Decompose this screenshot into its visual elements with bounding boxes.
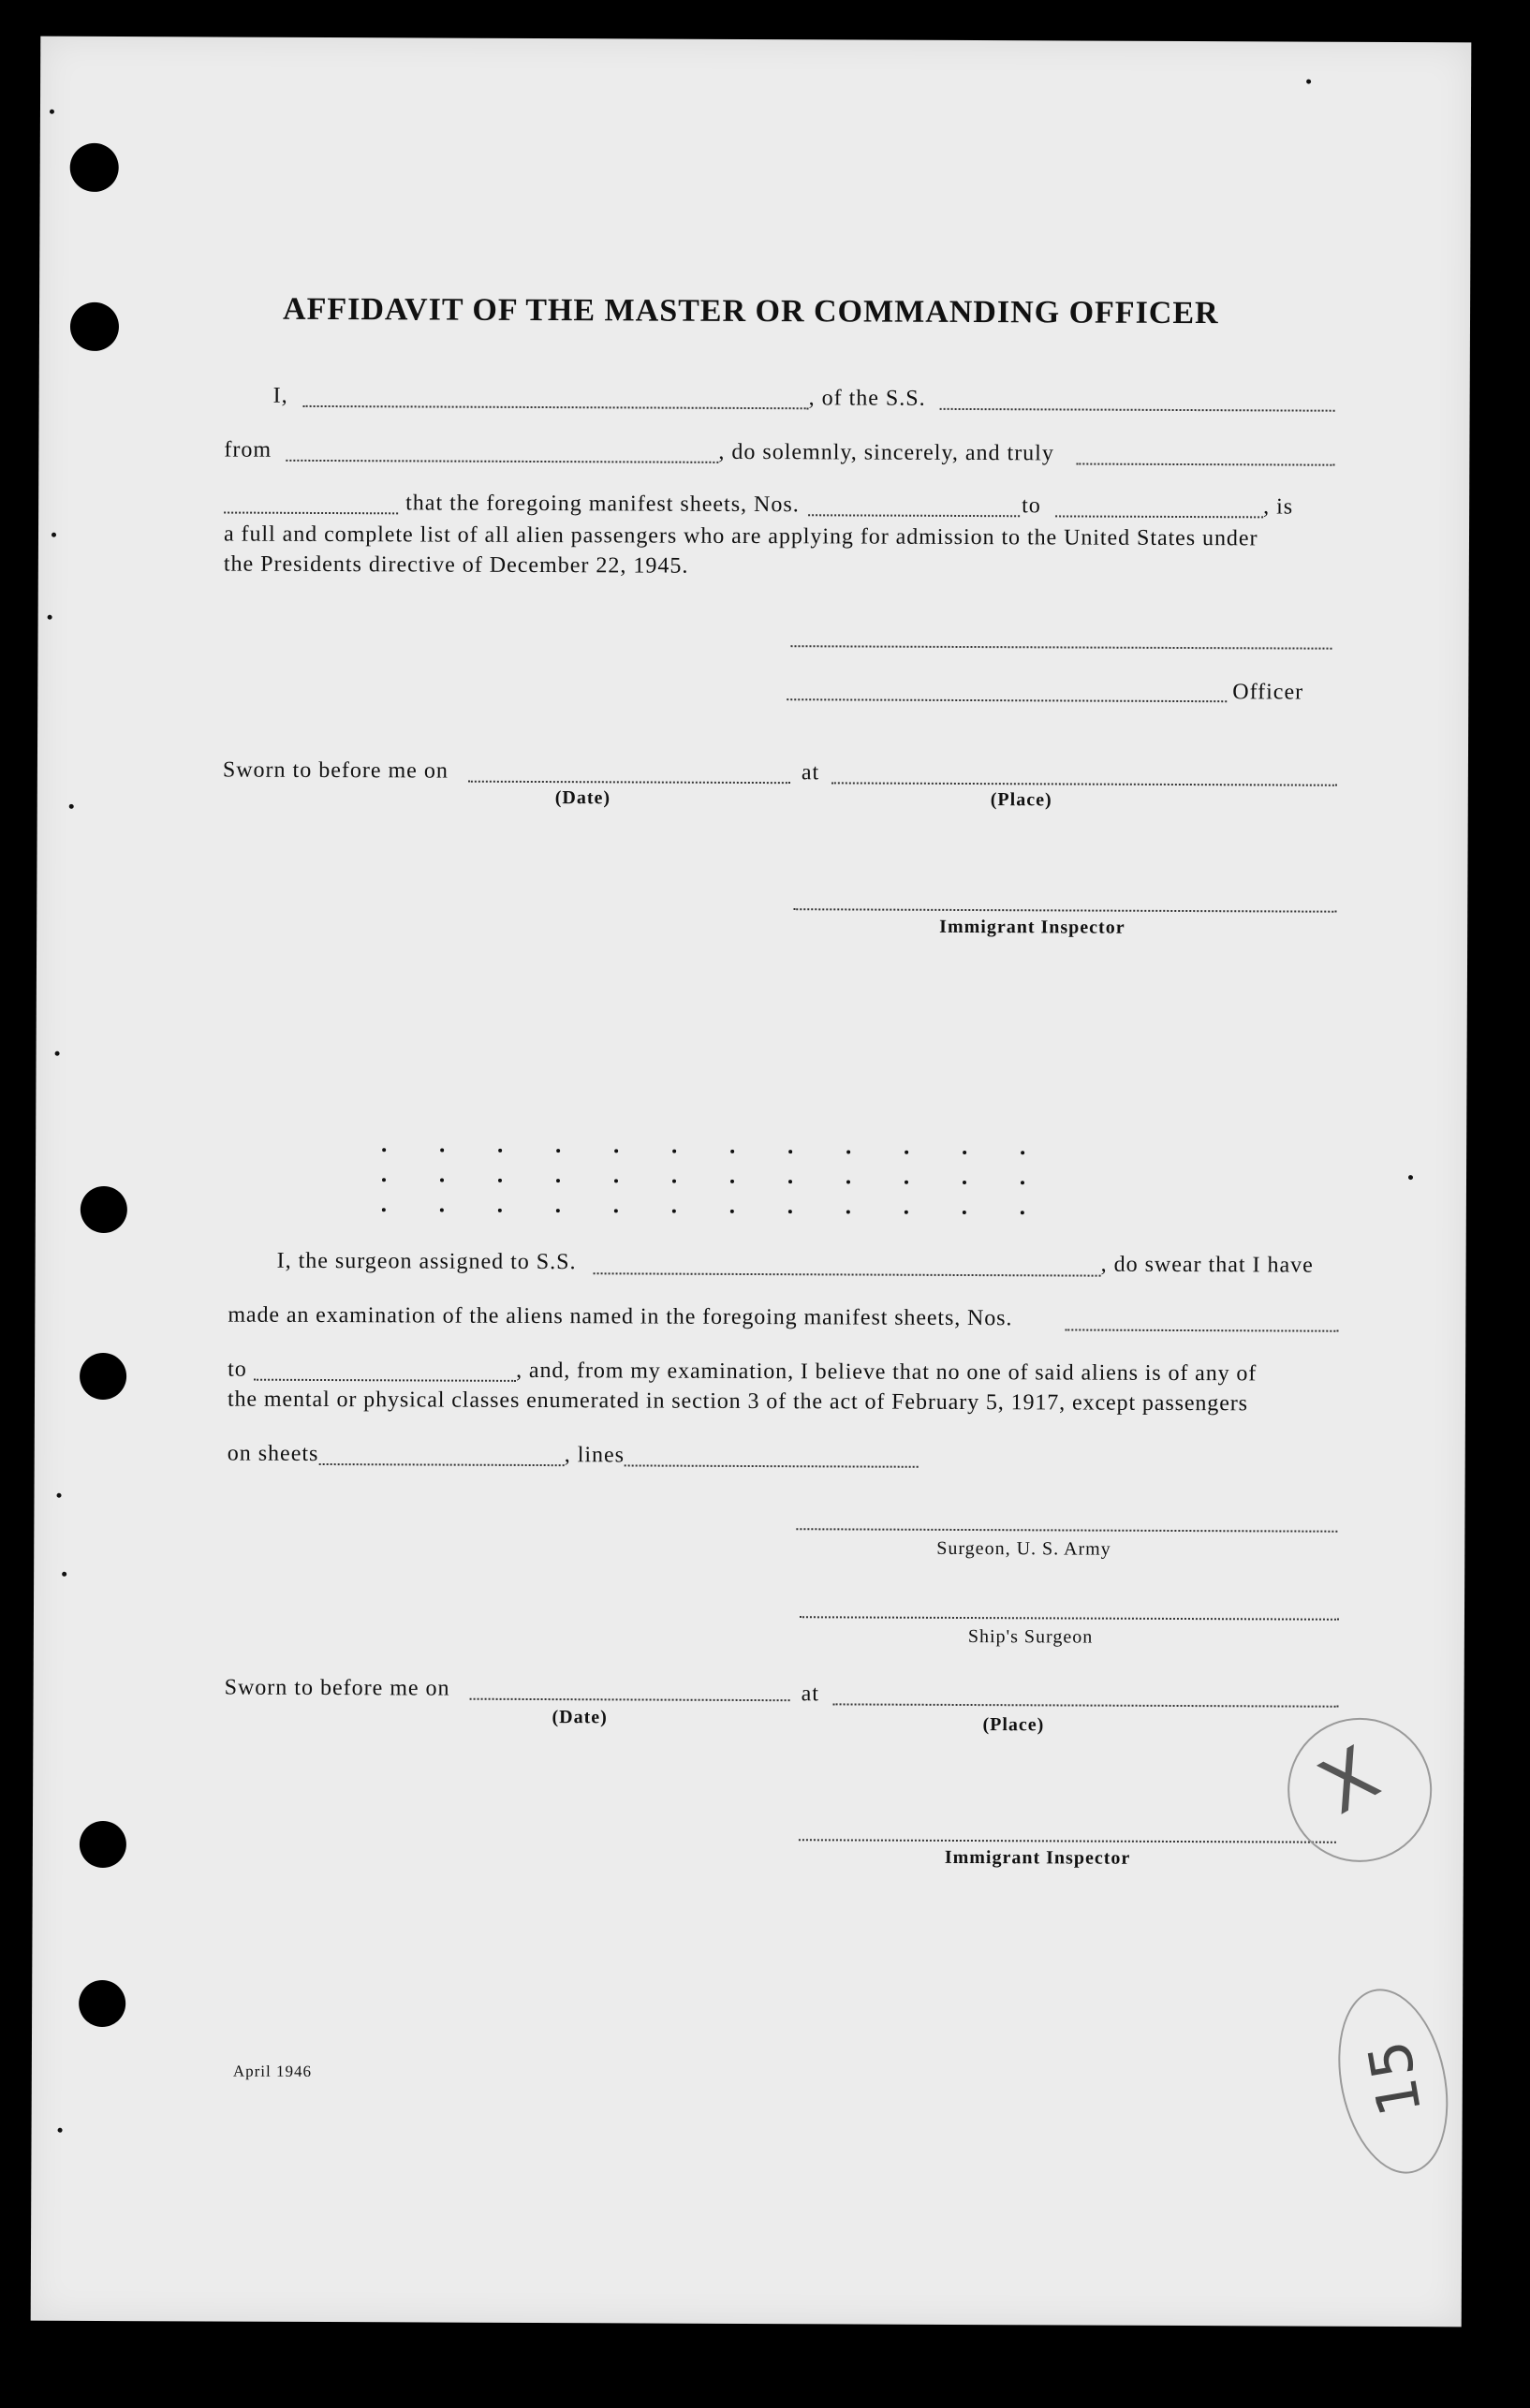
divider-dot bbox=[672, 1180, 676, 1183]
divider-dot bbox=[846, 1210, 850, 1213]
declaration-field[interactable] bbox=[224, 512, 398, 515]
place-caption: (Place) bbox=[990, 789, 1052, 811]
label-is: , is bbox=[1263, 494, 1294, 520]
punch-hole bbox=[79, 1980, 125, 2027]
master-name-field[interactable] bbox=[303, 405, 809, 409]
divider-dots bbox=[40, 37, 1471, 43]
label-that-manifest: that the foregoing manifest sheets, Nos. bbox=[405, 491, 800, 518]
punch-hole bbox=[70, 302, 119, 351]
from-port-field[interactable] bbox=[286, 460, 718, 463]
divider-dot bbox=[963, 1151, 966, 1154]
oath-verb-field[interactable] bbox=[1076, 463, 1334, 466]
page-title: AFFIDAVIT OF THE MASTER OR COMMANDING OFFICER bbox=[282, 291, 1219, 331]
punch-hole bbox=[80, 1353, 126, 1400]
divider-dot bbox=[498, 1179, 502, 1182]
officer-title-field[interactable] bbox=[787, 698, 1227, 702]
divider-dot bbox=[905, 1151, 908, 1154]
surgeon-ship-field[interactable] bbox=[594, 1272, 1101, 1276]
divider-dot bbox=[672, 1150, 676, 1153]
handwritten-mark: 15 bbox=[1354, 2034, 1435, 2122]
divider-dot bbox=[498, 1209, 502, 1212]
divider-dot bbox=[440, 1209, 444, 1212]
divider-dot bbox=[1021, 1211, 1024, 1214]
divider-dot bbox=[440, 1149, 444, 1153]
date-caption: (Date) bbox=[552, 1707, 608, 1728]
divider-dot bbox=[1021, 1151, 1024, 1154]
label-sworn: Sworn to before me on bbox=[224, 1675, 450, 1701]
place-caption: (Place) bbox=[982, 1714, 1045, 1736]
divider-dot bbox=[963, 1211, 966, 1214]
divider-dot bbox=[614, 1149, 618, 1153]
punch-hole bbox=[70, 143, 119, 192]
divider-dot bbox=[905, 1211, 908, 1214]
divider-dot bbox=[614, 1179, 618, 1182]
label-from: from bbox=[224, 437, 272, 463]
divider-dot bbox=[382, 1178, 386, 1182]
label-officer: Officer bbox=[1232, 680, 1304, 705]
label-i: I, bbox=[272, 383, 288, 408]
punch-hole bbox=[80, 1821, 126, 1868]
speck bbox=[55, 1051, 60, 1056]
speck bbox=[62, 1572, 66, 1577]
inspector2-signature-field[interactable] bbox=[799, 1839, 1336, 1843]
except-lines-field[interactable] bbox=[625, 1464, 919, 1467]
form-date: April 1946 bbox=[232, 2062, 313, 2080]
date-caption: (Date) bbox=[554, 787, 611, 809]
divider-dot bbox=[788, 1150, 792, 1153]
divider-dot bbox=[614, 1209, 618, 1212]
speck bbox=[51, 533, 56, 537]
ship-surgeon-signature-field[interactable] bbox=[800, 1616, 1339, 1621]
divider-dot bbox=[440, 1179, 444, 1182]
surgeon-text: , do swear that I have bbox=[1100, 1252, 1314, 1278]
label-to: to bbox=[1022, 493, 1041, 519]
document-page bbox=[31, 37, 1472, 2327]
divider-dot bbox=[846, 1150, 850, 1153]
inspector2-caption: Immigrant Inspector bbox=[944, 1846, 1131, 1869]
speck bbox=[1306, 80, 1311, 84]
officer-signature-field[interactable] bbox=[790, 645, 1331, 650]
divider-dot bbox=[730, 1210, 734, 1213]
surgeon-text: the mental or physical classes enumerated in section 3 of the act of February 5, 1917, except passengers bbox=[227, 1387, 1248, 1417]
divider-dot bbox=[498, 1149, 502, 1153]
label-at: at bbox=[801, 1681, 819, 1707]
surgeon-text: made an examination of the aliens named in the foregoing manifest sheets, Nos. bbox=[228, 1302, 1013, 1331]
divider-dot bbox=[963, 1181, 966, 1184]
divider-dot bbox=[788, 1210, 792, 1213]
sworn2-place-field[interactable] bbox=[833, 1703, 1339, 1707]
sworn-date-field[interactable] bbox=[468, 781, 790, 785]
speck bbox=[48, 615, 52, 620]
label-of-ss: , of the S.S. bbox=[808, 386, 926, 411]
divider-dot bbox=[556, 1209, 560, 1212]
ship-surgeon-caption: Ship's Surgeon bbox=[967, 1626, 1094, 1648]
surgeon-text: , and, from my examination, I believe that no one of said aliens is of any of bbox=[516, 1358, 1258, 1387]
handwritten-mark: X bbox=[1304, 1729, 1394, 1831]
ship-name-field[interactable] bbox=[940, 408, 1335, 412]
surgeon-text: , lines bbox=[564, 1443, 625, 1468]
divider-dot bbox=[382, 1148, 386, 1152]
divider-dot bbox=[556, 1179, 560, 1182]
except-sheets-field[interactable] bbox=[319, 1463, 565, 1466]
divider-dot bbox=[730, 1180, 734, 1183]
divider-dot bbox=[730, 1150, 734, 1153]
body-text: a full and complete list of all alien passengers who are applying for admission to the United States under bbox=[223, 521, 1258, 551]
divider-dot bbox=[556, 1149, 560, 1153]
sworn-place-field[interactable] bbox=[831, 782, 1337, 786]
divider-dot bbox=[905, 1181, 908, 1184]
army-surgeon-signature-field[interactable] bbox=[796, 1528, 1337, 1533]
surgeon-manifest-to-field[interactable] bbox=[254, 1379, 516, 1382]
army-surgeon-caption: Surgeon, U. S. Army bbox=[936, 1537, 1111, 1560]
punch-hole bbox=[81, 1186, 127, 1233]
divider-dot bbox=[846, 1180, 850, 1183]
divider-dot bbox=[788, 1180, 792, 1183]
surgeon-manifest-from-field[interactable] bbox=[1065, 1329, 1338, 1331]
speck bbox=[69, 804, 74, 809]
divider-dot bbox=[1021, 1181, 1024, 1184]
label-at: at bbox=[801, 760, 820, 786]
inspector-signature-field[interactable] bbox=[793, 908, 1336, 913]
speck bbox=[57, 1493, 62, 1498]
manifest-from-field[interactable] bbox=[808, 514, 1020, 517]
label-solemnly: , do solemnly, sincerely, and truly bbox=[718, 439, 1054, 466]
inspector-caption: Immigrant Inspector bbox=[939, 916, 1125, 938]
divider-dot bbox=[382, 1208, 386, 1211]
speck bbox=[58, 2128, 63, 2133]
surgeon-text: I, the surgeon assigned to S.S. bbox=[276, 1248, 577, 1275]
label-sworn: Sworn to before me on bbox=[222, 757, 449, 784]
divider-dot bbox=[672, 1210, 676, 1213]
speck bbox=[1408, 1175, 1413, 1180]
body-text: the Presidents directive of December 22, 1945. bbox=[223, 551, 689, 579]
surgeon-text: on sheets bbox=[227, 1441, 319, 1466]
sworn2-date-field[interactable] bbox=[470, 1698, 790, 1701]
speck bbox=[50, 110, 54, 114]
manifest-to-field[interactable] bbox=[1055, 515, 1263, 518]
surgeon-text: to bbox=[228, 1357, 247, 1382]
